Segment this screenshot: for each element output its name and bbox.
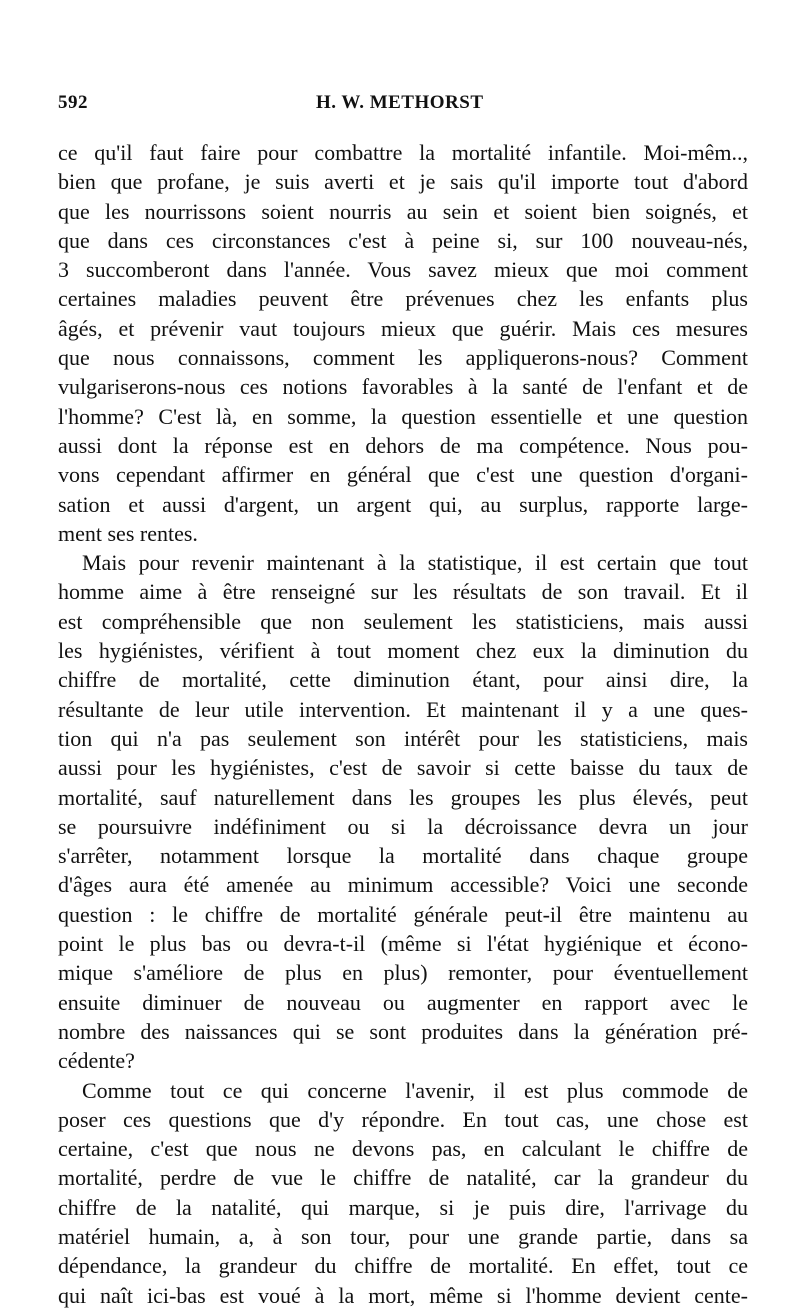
text-line: chiffre de la natalité, qui marque, si je puis dire, l'arrivage du — [58, 1194, 748, 1220]
text-line: âgés, et prévenir vaut toujours mieux que guérir. Mais ces mesures — [58, 315, 748, 341]
text-line: Comme tout ce qui concerne l'avenir, il est plus commode de — [82, 1077, 748, 1103]
text-line: vons cependant affirmer en général que c'est une question d'organi- — [58, 462, 748, 488]
text-line: les hygiénistes, vérifient à tout moment chez eux la diminution du — [58, 638, 748, 664]
text-line: l'homme? C'est là, en somme, la question essentielle et une question — [58, 403, 748, 429]
text-line: d'âges aura été amenée au minimum accessible? Voici une seconde — [58, 872, 748, 898]
text-line: chiffre de mortalité, cette diminution étant, pour ainsi dire, la — [58, 667, 748, 693]
text-line: question : le chiffre de mortalité générale peut-il être maintenu au — [58, 901, 748, 927]
text-line: mortalité, perdre de vue le chiffre de natalité, car la grandeur du — [58, 1165, 748, 1191]
text-line: certaines maladies peuvent être prévenues chez les enfants plus — [58, 286, 748, 312]
text-line: que nous connaissons, comment les appliquerons-nous? Comment — [58, 345, 748, 371]
text-line: certaine, c'est que nous ne devons pas, en calculant le chiffre de — [58, 1136, 748, 1162]
text-line: mortalité, sauf naturellement dans les groupes les plus élevés, peut — [58, 784, 748, 810]
body-text — [58, 138, 748, 1310]
text-line: qui naît ici-bas est voué à la mort, même si l'homme devient cente- — [58, 1282, 748, 1308]
text-line: aussi pour les hygiénistes, c'est de savoir si cette baisse du taux de — [58, 755, 748, 781]
page-number: 592 — [58, 92, 88, 113]
text-line: matériel humain, a, à son tour, pour une grande partie, dans sa — [58, 1223, 748, 1249]
text-line: est compréhensible que non seulement les statisticiens, mais aussi — [58, 608, 748, 634]
text-line: mique s'améliore de plus en plus) remonter, pour éventuellement — [58, 960, 748, 986]
text-line: que les nourrissons soient nourris au sein et soient bien soignés, et — [58, 198, 748, 224]
text-line: se poursuivre indéfiniment ou si la décroissance devra un jour — [58, 813, 748, 839]
text-line: que dans ces circonstances c'est à peine si, sur 100 nouveau-nés, — [58, 227, 748, 253]
text-line: sation et aussi d'argent, un argent qui, au surplus, rapporte large- — [58, 491, 748, 517]
text-line: cédente? — [58, 1048, 135, 1074]
text-line: résultante de leur utile intervention. Et maintenant il y a une ques- — [58, 696, 748, 722]
text-line: ensuite diminuer de nouveau ou augmenter en rapport avec le — [58, 989, 748, 1015]
text-line: tion qui n'a pas seulement son intérêt pour les statisticiens, mais — [58, 725, 748, 751]
text-line: point le plus bas ou devra-t-il (même si l'état hygiénique et écono- — [58, 931, 748, 957]
text-line: nombre des naissances qui se sont produites dans la génération pré- — [58, 1018, 748, 1044]
text-line: s'arrêter, notamment lorsque la mortalité dans chaque groupe — [58, 843, 748, 869]
text-line: 3 succomberont dans l'année. Vous savez mieux que moi comment — [58, 257, 748, 283]
text-line: poser ces questions que d'y répondre. En tout cas, une chose est — [58, 1106, 748, 1132]
text-line: ce qu'il faut faire pour combattre la mortalité infantile. Moi-mêm.., — [58, 140, 748, 165]
running-head-author: H. W. METHORST — [316, 92, 484, 113]
text-line: aussi dont la réponse est en dehors de ma compétence. Nous pou- — [58, 432, 748, 458]
text-line: vulgariserons-nous ces notions favorables à la santé de l'enfant et de — [58, 374, 748, 400]
text-line: dépendance, la grandeur du chiffre de mortalité. En effet, tout ce — [58, 1253, 748, 1279]
text-line: Mais pour revenir maintenant à la statistique, il est certain que tout — [82, 550, 748, 576]
text-line: bien que profane, je suis averti et je sais qu'il importe tout d'abord — [58, 169, 748, 195]
running-head — [58, 92, 748, 122]
text-line: ment ses rentes. — [58, 520, 198, 546]
text-line: homme aime à être renseigné sur les résultats de son travail. Et il — [58, 579, 748, 605]
